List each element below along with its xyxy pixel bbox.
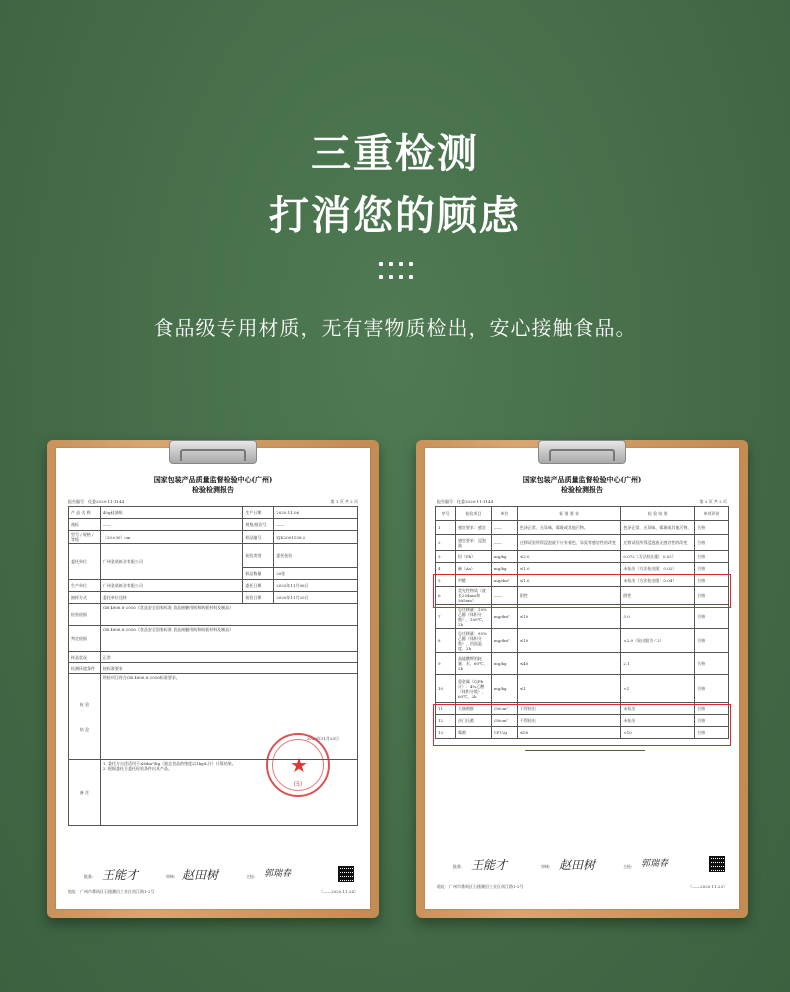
column-header: 检 验 结 果: [621, 507, 695, 521]
cell-unit: CFU/g: [491, 727, 517, 739]
form-value: 40g硅油纸: [100, 507, 242, 519]
form-label: 生产单位: [69, 580, 101, 592]
cell-evaluation: 合格: [695, 575, 729, 587]
cell-item: 砷（As）: [455, 563, 491, 575]
column-header: 单位: [491, 507, 517, 521]
table-row: [436, 521, 729, 535]
cell-unit: mg/dm²: [491, 629, 517, 653]
cell-result: 阴性: [621, 587, 695, 605]
remark-line: 2. 根据委托方委托检验条件出具产品。: [102, 766, 172, 771]
footer-address: 地址：广州市番禺区石楼潮田工业区南江路1-2号: [68, 889, 155, 894]
cell-item: 霉菌: [455, 727, 491, 739]
form-label: 检验依据: [69, 604, 101, 626]
form-row: [69, 531, 358, 544]
form-value: 按标准要求: [100, 663, 357, 674]
cell-no: 8: [436, 629, 456, 653]
cell-item: 总迁移量：10%乙醇（体积分数），100℃，2h: [455, 605, 491, 629]
approve-signature: 王能才: [471, 858, 508, 872]
form-label: 规格/批次号: [243, 519, 274, 531]
cell-requirement: 阴性: [517, 587, 621, 605]
cell-evaluation: 合格: [695, 703, 729, 715]
cell-no: 13: [436, 727, 456, 739]
form-value: 20张: [274, 568, 358, 580]
report-title: 国家包装产品质量监督检验中心(广州): [522, 475, 642, 484]
cell-unit: mg/kg: [491, 551, 517, 563]
cell-requirement: 不得检出: [517, 703, 621, 715]
cell-no: 4: [436, 563, 456, 575]
form-value: 委托检验: [274, 544, 358, 568]
form-row: [69, 604, 358, 626]
form-label: 抽样方式: [69, 592, 101, 604]
cell-unit: ——: [491, 587, 517, 605]
main-signature: 郭瑞春: [264, 869, 292, 879]
form-label: 样品数量: [243, 568, 274, 580]
column-header: 标 准 要 求: [517, 507, 621, 521]
cell-evaluation: 合格: [695, 535, 729, 551]
cell-unit: mg/dm²: [491, 605, 517, 629]
report-meta: [437, 499, 727, 505]
form-value: ——: [274, 519, 358, 531]
clipboard-clip: [538, 440, 626, 464]
table-row: [436, 675, 729, 703]
report-subtitle: 检验检测报告: [192, 485, 234, 494]
report-title: 国家包装产品质量监督检验中心(广州): [153, 475, 273, 484]
cell-no: 7: [436, 605, 456, 629]
cell-evaluation: 合格: [695, 563, 729, 575]
footer-date: （——2020.11.23）: [688, 884, 727, 889]
conclusion-date: 2020年11月20日: [306, 736, 339, 741]
footer-date: （——2020.11.24）: [319, 889, 358, 894]
form-label: 判定依据: [69, 626, 101, 652]
cell-unit: mg/dm²: [491, 575, 517, 587]
headline-line2: 打消您的顾虑: [269, 193, 521, 239]
form-label: 样品编号: [243, 531, 274, 544]
remark-line: 1. 委托方自述适用于≤6dm²/kg（液态食品的密度以1kg/L计）计算结果。: [102, 761, 236, 766]
headline-subtitle: 食品级专用材质，无有害物质检出，安心接触食品。: [153, 316, 637, 340]
report-footer: [68, 889, 358, 895]
form-label: [69, 674, 101, 760]
table-row: [436, 605, 729, 629]
form-value: 2020年11月20日: [274, 592, 358, 604]
highlight-box-formaldehyde-fluorescent: [433, 574, 731, 608]
form-row: [69, 507, 358, 519]
cell-result: 2.1: [621, 653, 695, 675]
form-value: 2020年11月06日: [274, 580, 358, 592]
form-value: （20×30）cm: [100, 531, 242, 544]
headline-line1: 三重检测: [311, 131, 479, 177]
cell-requirement: 迁移试验所得浸泡液不应有着色，异臭等感官性的改变: [517, 535, 621, 551]
cell-requirement: ≤50: [517, 727, 621, 739]
cell-item: 感官要求：感官: [455, 521, 491, 535]
cell-result: 3.0: [621, 605, 695, 629]
cell-result: 未检出: [621, 703, 695, 715]
approve-label: 批准:: [84, 874, 94, 879]
cell-result: <10: [621, 727, 695, 739]
results-header-row: [436, 507, 729, 521]
cell-requirement: ≤10: [517, 629, 621, 653]
form-value: 委托单位送样: [100, 592, 242, 604]
cell-evaluation: 合格: [695, 551, 729, 563]
cell-evaluation: 合格: [695, 675, 729, 703]
cell-result: 未检出: [621, 715, 695, 727]
cell-result: 色泽正常，无异味，霉斑或其他污物。: [621, 521, 695, 535]
cell-unit: mg/kg: [491, 563, 517, 575]
report-page-2: [425, 448, 739, 909]
cell-no: 3: [436, 551, 456, 563]
cell-evaluation: 合格: [695, 605, 729, 629]
cell-requirement: ≤1.0: [517, 563, 621, 575]
cell-evaluation: 合格: [695, 727, 729, 739]
approve-label: 批准:: [453, 864, 463, 869]
form-label: 检测环境条件: [69, 663, 101, 674]
form-value: GB 4806.8-2016《食品安全国家标准 食品接触用纸和纸板材料及制品》: [100, 604, 357, 626]
form-label: 商标: [69, 519, 101, 531]
form-label: 生产日期: [243, 507, 274, 519]
main-label: 主检:: [246, 874, 256, 879]
form-label: 检验类别: [243, 544, 274, 568]
cell-item: 高锰酸钾消耗量：水，60℃，2h: [455, 653, 491, 675]
form-label: 样品状况: [69, 652, 101, 663]
clipboard-left: [47, 440, 379, 918]
cell-result: 迁移试验所得浸泡液无感官性的改变: [621, 535, 695, 551]
review-signature: 赵田树: [559, 858, 596, 872]
page-number: 第 1 页 共 2 页: [330, 499, 358, 504]
column-header: 检验项目: [455, 507, 491, 521]
table-row: [436, 563, 729, 575]
column-header: 单项评价: [695, 507, 729, 521]
cell-result: 未检出（方法检出限：0.04）: [621, 575, 695, 587]
signature-row: [437, 856, 727, 876]
cell-result: 未检出（方法检出限：0.02）: [621, 563, 695, 575]
page-number: 第 2 页 共 2 页: [699, 499, 727, 504]
form-value: 2020.11.06: [274, 507, 358, 519]
form-value: 广州金诺纸业有限公司: [100, 544, 242, 580]
table-row: [436, 653, 729, 675]
table-row: [436, 629, 729, 653]
highlight-box-microbial: [433, 704, 731, 746]
cell-requirement: ≤40: [517, 653, 621, 675]
form-row: [69, 544, 358, 568]
conclusion-label: 检 验: [79, 701, 90, 707]
dots-divider: [377, 258, 413, 286]
cell-result: 0.072（方法检出限：0.02）: [621, 551, 695, 563]
cell-requirement: 不得检出: [517, 715, 621, 727]
form-value: GB 4806.8-2016《食品安全国家标准 食品接触用纸和纸板材料及制品》: [100, 626, 357, 652]
conclusion-text: 所检项目符合GB 4806.8-2016标准要求。: [102, 675, 180, 680]
cell-no: 11: [436, 703, 456, 715]
form-label: 委托单位: [69, 544, 101, 580]
cell-item: 大肠菌群: [455, 703, 491, 715]
clipboard-clip: [169, 440, 257, 464]
cell-evaluation: 合格: [695, 629, 729, 653]
cell-no: 5: [436, 575, 456, 587]
form-label: 型号 / 规格 / 等级: [69, 531, 101, 544]
form-label: 委托日期: [243, 580, 274, 592]
cell-evaluation: 合格: [695, 521, 729, 535]
qr-code-icon: [709, 856, 725, 872]
cell-requirement: ≤10: [517, 605, 621, 629]
form-row: [69, 519, 358, 531]
cell-item: 总迁移量：95%乙醇（体积分数），回流温度，2h: [455, 629, 491, 653]
conclusion-label: 结 论: [79, 726, 90, 732]
form-value: ——: [100, 519, 242, 531]
signature-row: [68, 866, 358, 886]
cell-item: 感官要求：浸泡液: [455, 535, 491, 551]
cell-requirement: ≤3.0: [517, 551, 621, 563]
report-number: 报告编号：化委2020-11-1144: [437, 499, 494, 504]
review-label: 审核:: [166, 874, 176, 879]
review-signature: 赵田树: [182, 868, 219, 882]
form-row: [69, 580, 358, 592]
cell-unit: mg/kg: [491, 675, 517, 703]
cell-evaluation: 合格: [695, 587, 729, 605]
cell-unit: /50cm²: [491, 703, 517, 715]
report-number: 报告编号：化委2020-11-1144: [68, 499, 125, 504]
seal-text: (5): [293, 781, 303, 788]
cell-item: 铅（Pb）: [455, 551, 491, 563]
cell-no: 9: [436, 653, 456, 675]
cell-requirement: ≤1.0: [517, 575, 621, 587]
form-row: [69, 663, 358, 674]
cell-no: 1: [436, 521, 456, 535]
cell-result: <1: [621, 675, 695, 703]
cell-item: 荧光性物质（波长254nm和365nm）: [455, 587, 491, 605]
report-meta: [68, 499, 358, 505]
cell-item: 重金属（以Pb计）：4%乙酸（体积分数），60℃，2h: [455, 675, 491, 703]
cell-evaluation: 合格: [695, 715, 729, 727]
table-end-line: [525, 750, 645, 751]
clipboard-right: [416, 440, 748, 918]
cell-requirement: ≤1: [517, 675, 621, 703]
review-label: 审核:: [541, 864, 551, 869]
form-row: [69, 652, 358, 663]
cell-item: 甲醛: [455, 575, 491, 587]
cell-no: 2: [436, 535, 456, 551]
cell-no: 6: [436, 587, 456, 605]
approve-signature: 王能才: [102, 868, 139, 882]
main-signature: 郭瑞春: [641, 859, 669, 869]
main-label: 主检:: [623, 864, 633, 869]
official-seal: ★ (5): [266, 733, 330, 797]
form-row: [69, 592, 358, 604]
cell-result: <2.0（检出限为＜2）: [621, 629, 695, 653]
cell-no: 10: [436, 675, 456, 703]
footer-address: 地址：广州市番禺区石楼潮田工业区南江路1-2号: [437, 884, 524, 889]
form-label: 检验日期: [243, 592, 274, 604]
form-label: 产 品 名 称: [69, 507, 101, 519]
cell-unit: /50cm²: [491, 715, 517, 727]
form-row: [69, 626, 358, 652]
cell-item: 沙门氏菌: [455, 715, 491, 727]
table-row: [436, 551, 729, 563]
form-value: 广州金诺纸业有限公司: [100, 580, 242, 592]
column-header: 序号: [436, 507, 456, 521]
report-subtitle: 检验检测报告: [561, 485, 603, 494]
cell-unit: mg/kg: [491, 653, 517, 675]
form-value: ZJK2001156-2: [274, 531, 358, 544]
form-value: 正常: [100, 652, 357, 663]
report-page-1: [56, 448, 370, 909]
report-footer: [437, 884, 727, 890]
cell-unit: ——: [491, 521, 517, 535]
form-label: 备 注: [69, 760, 101, 826]
cell-evaluation: 合格: [695, 653, 729, 675]
qr-code-icon: [338, 866, 354, 882]
cell-requirement: 色泽正常，无异味，霉斑或其他污物。: [517, 521, 621, 535]
cell-unit: ——: [491, 535, 517, 551]
table-row: [436, 535, 729, 551]
cell-no: 12: [436, 715, 456, 727]
